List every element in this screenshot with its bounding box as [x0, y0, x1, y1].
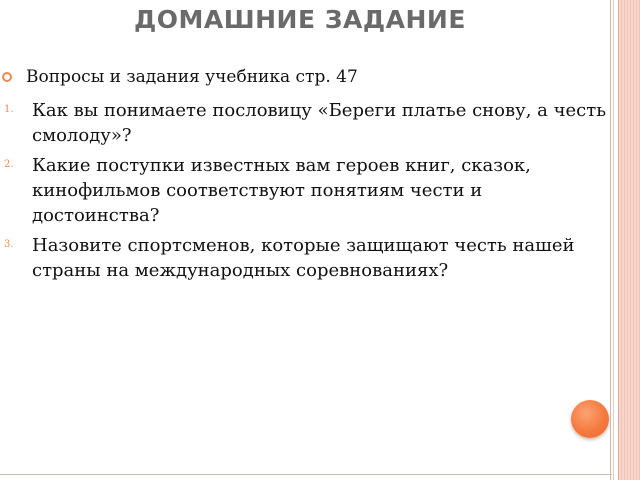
list-item-text: Как вы понимаете пословицу «Береги платье снову, а честь смолоду»?	[32, 100, 607, 146]
bullet-item	[2, 66, 358, 88]
frame-line	[610, 0, 611, 480]
slide-title: ДОМАШНИЕ ЗАДАНИЕ	[134, 5, 466, 34]
frame-bottom-line	[0, 474, 612, 475]
list-item-text: Какие поступки известных вам героев книг, сказок, кинофильмов соответствуют понятиям чести и достоинства?	[32, 155, 531, 226]
bullet-text: Вопросы и задания учебника стр. 47	[26, 67, 358, 87]
list-item	[0, 233, 610, 283]
list-item	[0, 98, 610, 148]
numbered-list	[0, 98, 610, 288]
decorative-stripe	[618, 0, 640, 480]
list-number: 2.	[4, 159, 14, 170]
ring-bullet-icon	[2, 72, 12, 82]
list-item	[0, 153, 610, 228]
list-item-text: Назовите спортсменов, которые защищают честь нашей страны на международных соревнованиях?	[32, 235, 575, 281]
list-number: 1.	[4, 104, 14, 115]
orange-circle-decoration	[571, 400, 609, 438]
frame-line	[613, 0, 614, 480]
list-number: 3.	[4, 239, 14, 250]
